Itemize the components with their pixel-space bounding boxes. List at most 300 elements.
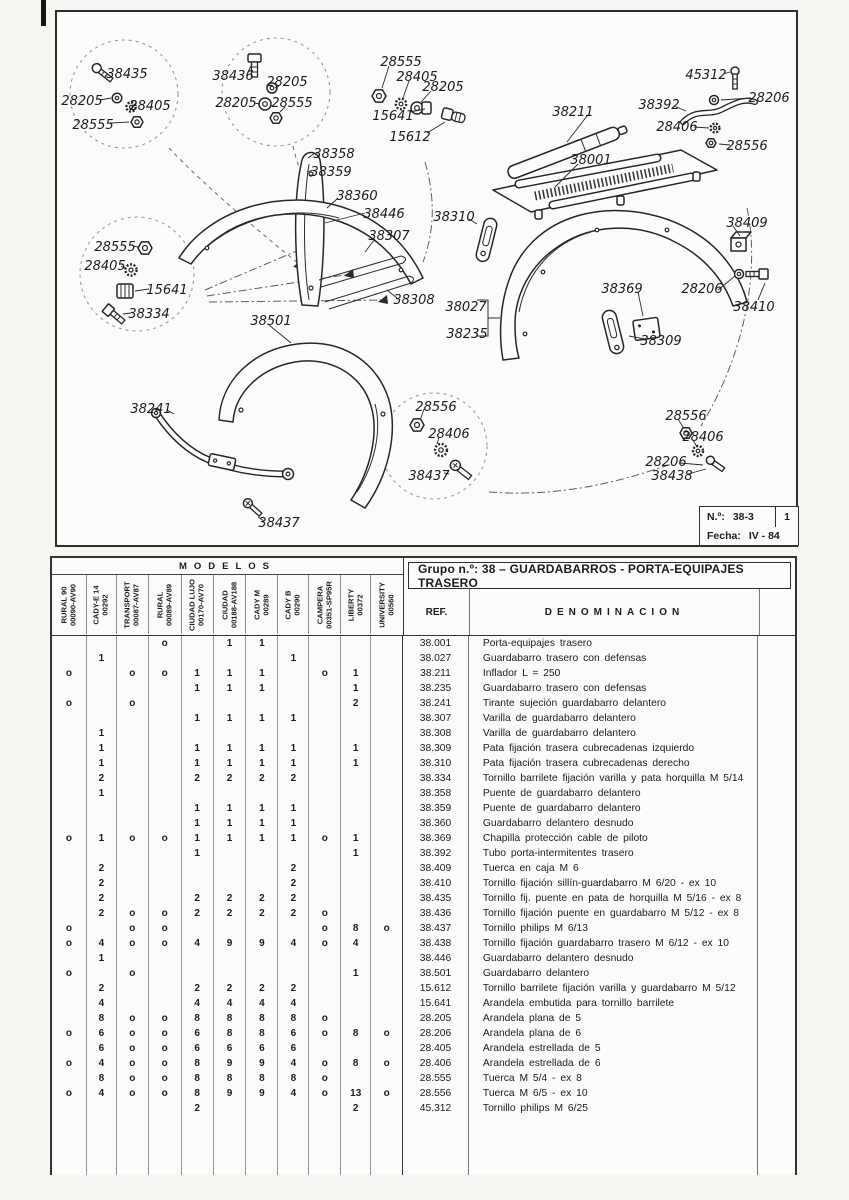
qty-cell: 6 xyxy=(194,1028,200,1039)
qty-cell: o xyxy=(129,923,136,934)
model-header-10 xyxy=(341,575,371,634)
qty-cell: 1 xyxy=(352,848,359,859)
qty-cell: 9 xyxy=(226,938,233,949)
qty-cell xyxy=(371,906,402,921)
model-header-text: RURAL 00089-AV89 xyxy=(155,583,174,626)
den-cell: Guardabarro delantero desnudo xyxy=(482,953,634,964)
qty-column-2 xyxy=(87,636,117,1175)
qty-cell: 2 xyxy=(226,773,233,784)
model-header-text: CIUDAD 00188-AV188 xyxy=(220,581,239,628)
qty-cell xyxy=(52,1101,86,1116)
qty-cell xyxy=(52,801,86,816)
qty-cell: 2 xyxy=(259,773,265,784)
qty-cell: o xyxy=(161,1028,168,1039)
qty-cell: 1 xyxy=(194,803,200,814)
qty-cell: 9 xyxy=(259,1088,265,1099)
part-label-28556: 28556 xyxy=(665,409,707,424)
ref-cell: 38.308 xyxy=(419,728,452,739)
qty-cell: 2 xyxy=(259,983,265,994)
qty-cell: 2 xyxy=(226,983,233,994)
qty-cell xyxy=(182,861,213,876)
qty-cell xyxy=(87,681,116,696)
qty-cell: o xyxy=(383,1088,390,1099)
qty-cell xyxy=(246,951,277,966)
qty-cell: 4 xyxy=(98,1088,105,1099)
qty-cell: 1 xyxy=(259,668,265,679)
qty-cell: 6 xyxy=(194,1043,200,1054)
qty-cell: 1 xyxy=(259,803,265,814)
qty-cell xyxy=(87,846,116,861)
qty-cell: 1 xyxy=(352,833,359,844)
model-header-6 xyxy=(214,575,247,634)
model-header-text: CAMPERA 00351-SP95R xyxy=(315,580,334,629)
chainguard-bracket-left xyxy=(601,309,625,355)
part-label-38410: 38410 xyxy=(733,300,775,315)
qty-cell: o xyxy=(129,1013,136,1024)
model-header-text: RURAL 90 00090-AV90 xyxy=(59,583,78,626)
part-label-38369: 38369 xyxy=(601,282,643,297)
qty-cell: o xyxy=(321,833,328,844)
den-cell: Tornillo fijación puente en guardabarro M 5/12 - ex 8 xyxy=(482,908,740,919)
qty-cell xyxy=(278,966,308,981)
qty-cell xyxy=(87,666,116,681)
qty-cell xyxy=(371,951,402,966)
qty-cell xyxy=(52,861,86,876)
part-label-38437: 38437 xyxy=(408,469,450,484)
part-label-28556: 28556 xyxy=(726,139,768,154)
qty-cell xyxy=(371,696,402,711)
qty-cell xyxy=(758,741,795,756)
qty-cell xyxy=(371,636,402,651)
qty-cell xyxy=(341,861,370,876)
qty-cell: 2 xyxy=(194,1103,200,1114)
ref-cell: 38.438 xyxy=(419,938,452,949)
qty-cell: o xyxy=(129,1088,136,1099)
qty-cell: o xyxy=(383,923,390,934)
qty-cell xyxy=(371,756,402,771)
qty-cell: o xyxy=(129,833,136,844)
part-label-38358: 38358 xyxy=(313,147,355,162)
qty-cell xyxy=(341,951,370,966)
qty-cell: 2 xyxy=(194,908,200,919)
part-label-28406: 28406 xyxy=(656,120,698,135)
indicator-tube xyxy=(683,101,755,122)
qty-cell: 1 xyxy=(226,668,233,679)
qty-cell xyxy=(52,651,86,666)
den-cell: Arandela estrellada de 6 xyxy=(482,1058,601,1069)
qty-cell xyxy=(87,816,116,831)
spare-column-header xyxy=(760,589,795,635)
cage-nut-38409-icon xyxy=(731,232,751,251)
screw-45312-icon xyxy=(731,67,739,89)
qty-cell: o xyxy=(129,1058,136,1069)
den-cell: Tuerca M 5/4 - ex 8 xyxy=(482,1073,582,1084)
models-header xyxy=(52,558,404,635)
part-label-38446: 38446 xyxy=(363,207,405,222)
qty-cell xyxy=(758,696,795,711)
qty-cell xyxy=(371,846,402,861)
qty-cell xyxy=(371,651,402,666)
ref-cell: 38.446 xyxy=(419,953,452,964)
qty-cell: o xyxy=(129,908,136,919)
qty-cell: 1 xyxy=(226,758,233,769)
qty-cell: 2 xyxy=(290,863,297,874)
part-label-38309: 38309 xyxy=(640,334,682,349)
qty-cell xyxy=(371,771,402,786)
den-cell: Inflador L = 250 xyxy=(482,668,561,679)
qty-cell: 6 xyxy=(259,1043,265,1054)
qty-cell xyxy=(52,726,86,741)
qty-cell xyxy=(52,996,86,1011)
qty-cell: o xyxy=(321,668,328,679)
qty-cell xyxy=(758,1026,795,1041)
qty-cell: 8 xyxy=(259,1073,265,1084)
qty-cell: 1 xyxy=(98,758,105,769)
qty-column-10 xyxy=(341,636,371,1175)
qty-cell xyxy=(309,651,340,666)
qty-cell xyxy=(758,846,795,861)
part-label-15612: 15612 xyxy=(389,130,431,145)
qty-cell: 1 xyxy=(194,833,200,844)
qty-cell: 1 xyxy=(98,728,105,739)
part-label-38235: 38235 xyxy=(446,327,488,342)
part-label-28206: 28206 xyxy=(681,282,723,297)
part-label-15641: 15641 xyxy=(146,283,188,298)
qty-cell xyxy=(758,816,795,831)
qty-cell: 2 xyxy=(226,893,233,904)
scan-artifact xyxy=(41,0,46,26)
qty-cell xyxy=(371,891,402,906)
table-header xyxy=(52,558,795,636)
exploded-diagram xyxy=(57,12,796,545)
qty-cell xyxy=(371,876,402,891)
qty-cell xyxy=(117,951,148,966)
qty-cell xyxy=(182,921,213,936)
qty-cell xyxy=(52,771,86,786)
den-cell: Tuerca M 6/5 - ex 10 xyxy=(482,1088,588,1099)
part-label-38001: 38001 xyxy=(570,153,612,168)
sheet-date-row xyxy=(700,527,798,545)
ref-cell: 45.312 xyxy=(419,1103,452,1114)
ref-cell: 38.369 xyxy=(419,833,452,844)
den-cell: Tornillo barrilete fijación varilla y guardabarro M 5/12 xyxy=(482,983,736,994)
qty-cell xyxy=(758,831,795,846)
part-label-38310: 38310 xyxy=(433,210,475,225)
screw-15612-icon xyxy=(441,108,466,124)
qty-cell: 2 xyxy=(290,773,297,784)
qty-cell xyxy=(246,876,277,891)
screw-38438-icon xyxy=(705,455,726,473)
part-label-28206: 28206 xyxy=(645,455,687,470)
qty-cell xyxy=(278,696,308,711)
qty-cell xyxy=(52,981,86,996)
ref-cell: 38.501 xyxy=(419,968,452,979)
qty-cell xyxy=(117,651,148,666)
den-cell: Guardabarro trasero con defensas xyxy=(482,683,647,694)
part-label-28556: 28556 xyxy=(415,400,457,415)
qty-cell xyxy=(341,1011,370,1026)
qty-cell xyxy=(309,786,340,801)
ref-cell: 38.436 xyxy=(419,908,452,919)
den-cell: Chapilla protección cable de piloto xyxy=(482,833,648,844)
ref-cell: 28.206 xyxy=(419,1028,452,1039)
qty-cell xyxy=(149,816,181,831)
qty-cell xyxy=(52,636,86,651)
qty-cell xyxy=(52,1011,86,1026)
qty-cell: 8 xyxy=(352,1028,359,1039)
qty-cell xyxy=(214,951,246,966)
qty-cell: 8 xyxy=(194,1088,200,1099)
den-cell: Guardabarro delantero desnudo xyxy=(482,818,634,829)
qty-cell xyxy=(87,1101,116,1116)
qty-cell: 1 xyxy=(226,743,233,754)
qty-cell: 4 xyxy=(98,938,105,949)
qty-cell: o xyxy=(321,908,328,919)
qty-cell: o xyxy=(321,1028,328,1039)
qty-cell: o xyxy=(161,1088,168,1099)
qty-column-8 xyxy=(278,636,309,1175)
barrel-nut-15641-icon xyxy=(117,284,133,298)
qty-cell: 1 xyxy=(194,743,200,754)
qty-cell xyxy=(371,1011,402,1026)
part-label-28405: 28405 xyxy=(396,70,438,85)
qty-cell: 4 xyxy=(98,998,105,1009)
qty-cell: 1 xyxy=(226,638,233,649)
qty-cell: 6 xyxy=(226,1043,233,1054)
qty-cell xyxy=(246,966,277,981)
part-label-28555: 28555 xyxy=(271,96,313,111)
qty-cell xyxy=(117,711,148,726)
ref-cell: 38.241 xyxy=(419,698,452,709)
ref-cell: 38.358 xyxy=(419,788,452,799)
qty-cell: 1 xyxy=(259,743,265,754)
model-header-text: CADY M 00289 xyxy=(252,589,271,620)
qty-cell: 2 xyxy=(194,773,200,784)
qty-cell xyxy=(149,711,181,726)
qty-cell xyxy=(246,861,277,876)
model-columns xyxy=(52,575,403,634)
ref-cell: 38.392 xyxy=(419,848,452,859)
part-label-38501: 38501 xyxy=(250,314,292,329)
qty-cell xyxy=(278,1101,308,1116)
ref-den-header-row xyxy=(404,589,795,635)
qty-cell: 2 xyxy=(290,878,297,889)
qty-cell: 8 xyxy=(194,1013,200,1024)
model-header-1 xyxy=(52,575,87,634)
qty-cell xyxy=(117,771,148,786)
den-cell: Varilla de guardabarro delantero xyxy=(482,728,636,739)
part-label-28406: 28406 xyxy=(428,427,470,442)
den-cell: Tornillo fijación guardabarro trasero M 6/12 - ex 10 xyxy=(482,938,730,949)
qty-cell xyxy=(758,681,795,696)
qty-cell xyxy=(371,681,402,696)
qty-cell xyxy=(149,801,181,816)
qty-cell xyxy=(309,816,340,831)
sheet-info-box xyxy=(699,506,799,546)
qty-cell: o xyxy=(129,1043,136,1054)
sheet-page: 1 xyxy=(775,507,798,527)
qty-cell xyxy=(758,876,795,891)
model-header-5 xyxy=(182,575,214,634)
qty-cell: 2 xyxy=(290,893,297,904)
qty-cell xyxy=(246,696,277,711)
qty-cell xyxy=(117,681,148,696)
qty-cell xyxy=(149,726,181,741)
qty-cell: 2 xyxy=(290,983,297,994)
part-label-38392: 38392 xyxy=(638,98,680,113)
qty-cell: o xyxy=(65,833,72,844)
qty-cell: 4 xyxy=(290,998,297,1009)
qty-cell xyxy=(246,786,277,801)
qty-cell xyxy=(758,786,795,801)
qty-cell: 1 xyxy=(194,683,200,694)
qty-cell xyxy=(117,891,148,906)
model-header-2 xyxy=(87,575,117,634)
qty-cell xyxy=(214,1101,246,1116)
qty-cell xyxy=(758,891,795,906)
den-cell: Tubo porta-intermitentes trasero xyxy=(482,848,634,859)
qty-cell: 4 xyxy=(226,998,233,1009)
qty-cell xyxy=(149,681,181,696)
model-header-7 xyxy=(246,575,278,634)
qty-cell xyxy=(214,846,246,861)
qty-cell: o xyxy=(161,938,168,949)
qty-cell xyxy=(758,1086,795,1101)
qty-cell: 2 xyxy=(98,983,105,994)
qty-cell xyxy=(52,756,86,771)
qty-cell xyxy=(309,951,340,966)
qty-cell xyxy=(117,996,148,1011)
den-cell: Tornillo philips M 6/13 xyxy=(482,923,588,934)
part-label-38241: 38241 xyxy=(130,402,172,417)
group-title: Grupo n.º: 38 – GUARDABARROS - PORTA-EQUIPAJES TRASERO xyxy=(408,562,791,589)
qty-cell xyxy=(341,711,370,726)
part-label-38438: 38438 xyxy=(651,469,693,484)
part-label-28205: 28205 xyxy=(215,96,257,111)
qty-cell xyxy=(149,981,181,996)
den-cell: Arandela plana de 5 xyxy=(482,1013,582,1024)
den-cell: Tornillo philips M 6/25 xyxy=(482,1103,588,1114)
qty-cell xyxy=(246,726,277,741)
qty-cell: 2 xyxy=(98,908,105,919)
part-label-28205: 28205 xyxy=(266,75,308,90)
qty-cell xyxy=(309,741,340,756)
qty-cell xyxy=(149,651,181,666)
qty-cell: o xyxy=(321,1013,328,1024)
den-cell: Guardabarro trasero con defensas xyxy=(482,653,647,664)
qty-cell xyxy=(149,951,181,966)
qty-cell xyxy=(758,1011,795,1026)
part-label-28205: 28205 xyxy=(61,94,103,109)
qty-cell xyxy=(371,966,402,981)
qty-cell: o xyxy=(129,1073,136,1084)
qty-cell xyxy=(371,786,402,801)
den-cell: Arandela plana de 6 xyxy=(482,1028,582,1039)
qty-cell xyxy=(309,981,340,996)
qty-cell xyxy=(309,801,340,816)
qty-cell: o xyxy=(65,968,72,979)
qty-cell xyxy=(52,741,86,756)
qty-cell xyxy=(758,1101,795,1116)
ref-cell: 38.235 xyxy=(419,683,452,694)
qty-cell: 2 xyxy=(226,908,233,919)
qty-cell xyxy=(371,1071,402,1086)
model-header-text: TRANSPORT 00087-AV87 xyxy=(122,581,142,629)
sheet-no-label: N.º: xyxy=(707,511,725,523)
qty-cell xyxy=(117,981,148,996)
qty-cell xyxy=(52,846,86,861)
qty-cell: 1 xyxy=(259,818,265,829)
qty-cell xyxy=(309,846,340,861)
qty-cell xyxy=(182,786,213,801)
qty-cell xyxy=(117,636,148,651)
qty-cell: 4 xyxy=(194,998,200,1009)
ref-cell: 38.310 xyxy=(419,758,452,769)
den-cell: Porta-equipajes trasero xyxy=(482,638,592,649)
qty-cell xyxy=(278,666,308,681)
qty-cell xyxy=(149,891,181,906)
qty-cell: 1 xyxy=(259,683,265,694)
qty-cell: 8 xyxy=(259,1013,265,1024)
qty-cell: 2 xyxy=(194,893,200,904)
qty-cell: 9 xyxy=(259,1058,265,1069)
qty-cell: o xyxy=(383,1028,390,1039)
qty-column-11 xyxy=(371,636,403,1175)
qty-cell: 6 xyxy=(98,1043,105,1054)
qty-column-5 xyxy=(182,636,214,1175)
qty-cell: 1 xyxy=(290,833,297,844)
den-cell: Guardabarro delantero xyxy=(482,968,590,979)
qty-cell xyxy=(246,651,277,666)
qty-cell xyxy=(52,711,86,726)
qty-cell: o xyxy=(321,923,328,934)
qty-cell xyxy=(149,846,181,861)
qty-cell: 4 xyxy=(290,1088,297,1099)
qty-cell xyxy=(278,786,308,801)
qty-cell xyxy=(758,921,795,936)
qty-cell xyxy=(117,816,148,831)
qty-cell xyxy=(246,846,277,861)
qty-cell: 8 xyxy=(352,1058,359,1069)
qty-cell xyxy=(117,726,148,741)
qty-cell xyxy=(117,801,148,816)
qty-cell: 8 xyxy=(259,1028,265,1039)
qty-cell: 4 xyxy=(290,1058,297,1069)
qty-column-3 xyxy=(117,636,149,1175)
qty-cell: 1 xyxy=(290,818,297,829)
screw-38437-icon xyxy=(448,458,473,481)
qty-cell: o xyxy=(321,1058,328,1069)
qty-cell: o xyxy=(161,923,168,934)
qty-cell: 8 xyxy=(226,1013,233,1024)
qty-cell: 4 xyxy=(194,938,200,949)
ref-cell: 38.409 xyxy=(419,863,452,874)
qty-cell xyxy=(309,996,340,1011)
part-label-28555: 28555 xyxy=(94,240,136,255)
qty-cell xyxy=(758,771,795,786)
qty-cell: 1 xyxy=(352,758,359,769)
leader-line xyxy=(111,122,129,123)
den-cell: Arandela estrellada de 5 xyxy=(482,1043,601,1054)
qty-cell: 1 xyxy=(98,653,105,664)
qty-cell: o xyxy=(161,908,168,919)
qty-cell: 1 xyxy=(290,803,297,814)
part-label-45312: 45312 xyxy=(685,68,727,83)
qty-cell xyxy=(52,816,86,831)
qty-cell: 2 xyxy=(259,893,265,904)
model-header-3 xyxy=(117,575,149,634)
model-header-text: CADY B 00290 xyxy=(283,590,303,620)
